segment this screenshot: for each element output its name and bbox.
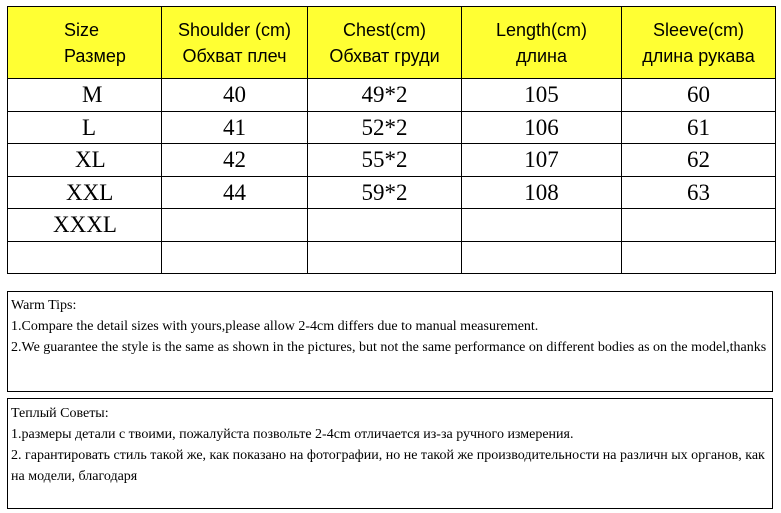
table-row <box>8 209 776 241</box>
chest-cell: 55*2 <box>308 144 462 176</box>
chest-cell: 52*2 <box>308 111 462 143</box>
table-row <box>8 241 776 274</box>
table-row <box>8 79 776 111</box>
length-cell: 108 <box>462 176 622 208</box>
length-cell <box>462 209 622 241</box>
shoulder-cell: 42 <box>162 144 308 176</box>
shoulder-cell <box>162 209 308 241</box>
chest-cell: 49*2 <box>308 79 462 111</box>
size-cell: XXXL <box>8 209 162 241</box>
size-cell: XL <box>8 144 162 176</box>
tips-line-1: 1.Compare the detail sizes with yours,please allow 2-4cm differs due to manual measurement. <box>11 319 539 334</box>
size-chart-table <box>7 6 776 274</box>
sleeve-cell: 61 <box>622 111 776 143</box>
tips-line-2: 2. гарантировать стиль такой же, как показано на фотографии, но не такой же производительности на различн ых органов, как на модели, благодаря <box>11 448 765 484</box>
header-shoulder: Shoulder (cm) Обхват плеч <box>162 7 308 79</box>
sleeve-cell <box>622 209 776 241</box>
warm-tips-english <box>7 291 773 392</box>
warm-tips-russian <box>7 398 773 509</box>
size-cell <box>8 241 162 274</box>
header-size: Size Размер <box>8 7 162 79</box>
length-cell: 106 <box>462 111 622 143</box>
tips-title: Теплый Советы: <box>11 406 109 421</box>
header-chest: Chest(cm) Обхват груди <box>308 7 462 79</box>
header-length: Length(cm) длина <box>462 7 622 79</box>
table-row <box>8 144 776 176</box>
chest-cell <box>308 209 462 241</box>
sleeve-cell: 60 <box>622 79 776 111</box>
size-cell: M <box>8 79 162 111</box>
size-cell: XXL <box>8 176 162 208</box>
header-sleeve: Sleeve(cm) длина рукава <box>622 7 776 79</box>
chest-cell: 59*2 <box>308 176 462 208</box>
table-row <box>8 111 776 143</box>
shoulder-cell: 44 <box>162 176 308 208</box>
length-cell <box>462 241 622 274</box>
length-cell: 105 <box>462 79 622 111</box>
length-cell: 107 <box>462 144 622 176</box>
size-cell: L <box>8 111 162 143</box>
shoulder-cell <box>162 241 308 274</box>
sleeve-cell: 63 <box>622 176 776 208</box>
shoulder-cell: 40 <box>162 79 308 111</box>
tips-line-2: 2.We guarantee the style is the same as shown in the pictures, but not the same performance on different bodies as on the model,thanks <box>11 340 767 355</box>
sleeve-cell <box>622 241 776 274</box>
table-header-row <box>8 7 776 79</box>
shoulder-cell: 41 <box>162 111 308 143</box>
sleeve-cell: 62 <box>622 144 776 176</box>
table-row <box>8 176 776 208</box>
chest-cell <box>308 241 462 274</box>
tips-title: Warm Tips: <box>11 298 77 313</box>
tips-line-1: 1.размеры детали с твоими, пожалуйста позвольте 2-4cm отличается из-за ручного измерения. <box>11 427 574 442</box>
